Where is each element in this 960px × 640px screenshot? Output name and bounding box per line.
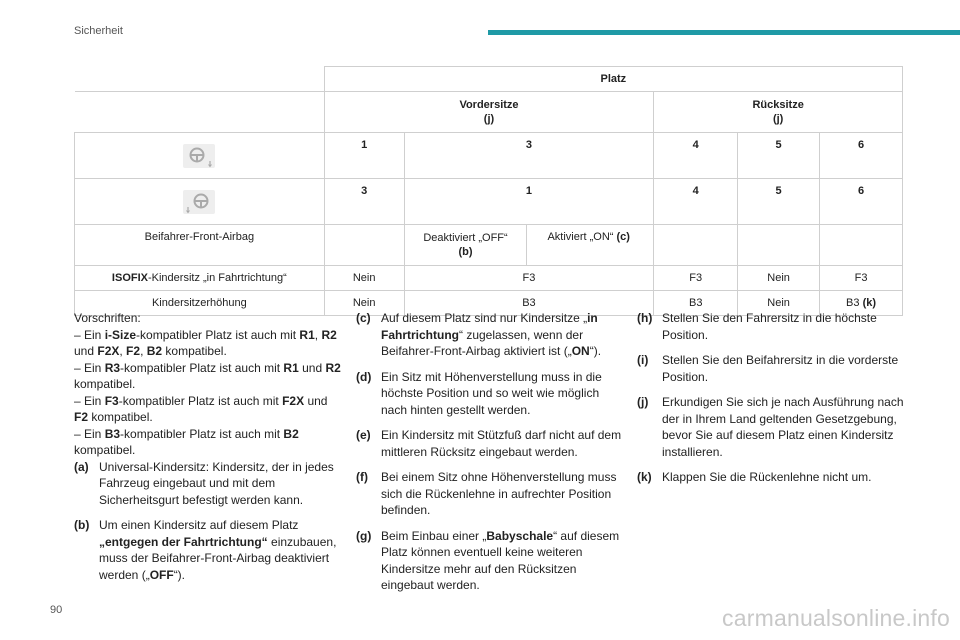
note-k: (k) Klappen Sie die Rückenlehne nicht um. <box>637 470 872 484</box>
cell: Nein <box>738 291 820 316</box>
cell: Nein <box>738 266 820 291</box>
note-e: (e) Ein Kindersitz mit Stützfuß darf nicht auf dem mittleren Rücksitz eingebaut werden. <box>356 428 622 459</box>
table-row <box>75 179 903 225</box>
cell <box>654 225 738 266</box>
header-platz: Platz <box>324 67 902 92</box>
airbag-on-cell <box>527 225 654 266</box>
booster-value: B3 <box>846 297 860 309</box>
note-h: (h) Stellen Sie den Fahrersitz in die höchste Position. <box>637 311 877 342</box>
cell: F3 <box>404 266 654 291</box>
table-corner-cell <box>75 67 325 92</box>
table-row <box>75 133 903 179</box>
cell: F3 <box>654 266 738 291</box>
cell: 3 <box>324 179 404 225</box>
cell: 6 <box>820 179 903 225</box>
airbag-off-ref: (b) <box>458 246 473 258</box>
airbag-on-ref: (c) <box>616 231 630 243</box>
cell: 6 <box>820 133 903 179</box>
table-row <box>75 266 903 291</box>
note-g: (g) Beim Einbau einer „Babyschale“ auf diesem Platz können eventuell keine weiteren Kindersitze mehr auf den Rücksitzen eingebaut werden. <box>356 528 620 592</box>
cell: 5 <box>738 133 820 179</box>
cell <box>820 225 903 266</box>
right-column <box>637 310 907 495</box>
note-i: (i) Stellen Sie den Beifahrersitz in die vorderste Position. <box>637 353 899 384</box>
ruecksitze-label: Rücksitze <box>752 99 804 111</box>
airbag-off-label: Deaktiviert „OFF“ <box>423 232 508 244</box>
cell <box>738 225 820 266</box>
table-row <box>75 225 903 266</box>
cell: B3 <box>404 291 654 316</box>
steering-wheel-airbag-icon <box>182 143 216 169</box>
cell: 4 <box>654 179 738 225</box>
cell: 1 <box>324 133 404 179</box>
page-number: 90 <box>50 604 63 616</box>
isofix-label-rest: -Kindersitz „in Fahrtrichtung“ <box>147 272 287 284</box>
cell: Nein <box>324 266 404 291</box>
rule-b3: – Ein B3-kompatibler Platz ist auch mit B2 kompatibel. <box>74 426 299 457</box>
airbag-on-label: Aktiviert „ON“ <box>547 231 614 243</box>
cell: 4 <box>654 133 738 179</box>
section-title: Sicherheit <box>74 25 123 37</box>
note-b: (b) Um einen Kindersitz auf diesem Platz „entgegen der Fahrtrichtung“ einzubauen, muss der Beifahrer-Front-Airbag deaktiviert werden („OFF“). <box>74 518 337 582</box>
ruecksitze-ref: (j) <box>772 113 784 125</box>
rule-f3: – Ein F3-kompatibler Platz ist auch mit F2X und F2 kompatibel. <box>74 393 328 424</box>
table-corner-cell <box>75 92 325 133</box>
rule-r3: – Ein R3-kompatibler Platz ist auch mit R1 und R2 kompatibel. <box>74 360 341 391</box>
middle-column <box>356 310 624 603</box>
vordersitze-ref: (j) <box>483 113 495 125</box>
booster-ref: (k) <box>862 297 877 309</box>
note-a: (a) Universal-Kindersitz: Kindersitz, der in jedes Fahrzeug eingebaut und mit dem Sicherheitsgurt befestigt werden kann. <box>74 459 334 507</box>
header-ruecksitze <box>654 92 903 133</box>
table-row <box>75 67 903 92</box>
left-column <box>74 310 342 592</box>
cell: 5 <box>738 179 820 225</box>
table-row <box>75 92 903 133</box>
note-j: (j) Erkundigen Sie sich je nach Ausführung nach der in Ihrem Land geltenden Gesetzgebung, bevor Sie auf diesem Platz einen Kindersitz installieren. <box>637 395 904 459</box>
header-accent-bar <box>488 30 960 35</box>
cell: F3 <box>820 266 903 291</box>
cell: 1 <box>404 179 654 225</box>
cell <box>324 225 404 266</box>
note-c: (c) Auf diesem Platz sind nur Kindersitze „in Fahrtrichtung“ zugelassen, wenn der Beifahrer-Front-Airbag aktiviert ist („ON“). <box>356 311 602 358</box>
isofix-label <box>75 266 325 291</box>
isofix-label-bold: ISOFIX <box>111 272 148 284</box>
booster-label: Kindersitzerhöhung <box>75 291 325 316</box>
note-f: (f) Bei einem Sitz ohne Höhenverstellung muss sich die Rückenlehne in aufrechter Position befinden. <box>356 470 617 517</box>
passenger-airbag-icon-cell <box>75 179 325 225</box>
rules-intro: Vorschriften: <box>74 311 141 325</box>
airbag-off-cell <box>404 225 527 266</box>
vordersitze-label: Vordersitze <box>459 99 519 111</box>
airbag-label: Beifahrer-Front-Airbag <box>75 225 325 266</box>
header-vordersitze <box>324 92 654 133</box>
child-seat-table <box>74 66 903 316</box>
rule-isize: – Ein i-Size-kompatibler Platz ist auch mit R1, R2 und F2X, F2, B2 kompatibel. <box>74 327 337 358</box>
note-d: (d) Ein Sitz mit Höhenverstellung muss in die höchste Position und so weit wie möglich nach hinten gestellt werden. <box>356 369 602 417</box>
watermark: carmanualsonline.info <box>722 605 950 631</box>
cell: 3 <box>404 133 654 179</box>
cell: B3 <box>654 291 738 316</box>
driver-airbag-icon-cell <box>75 133 325 179</box>
cell: Nein <box>324 291 404 316</box>
steering-wheel-airbag-icon <box>182 189 216 215</box>
